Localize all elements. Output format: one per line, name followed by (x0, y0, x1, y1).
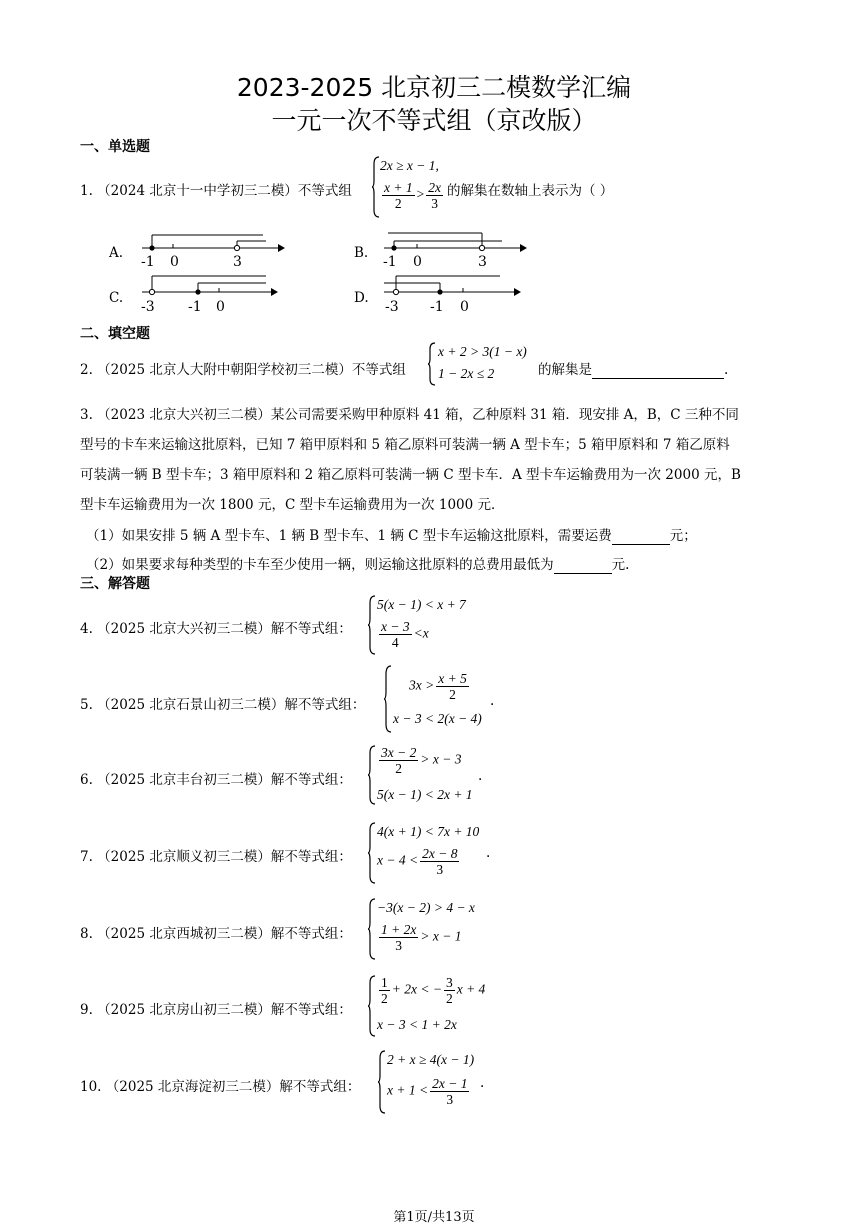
q2-answer-blank[interactable] (592, 362, 724, 379)
tick-label: -1 (188, 299, 202, 314)
q2-end: . (724, 362, 729, 378)
tick-label: -1 (141, 254, 155, 270)
q6-system (368, 745, 488, 805)
q4-rel: <x (413, 625, 429, 641)
brace-icon (368, 595, 376, 655)
q3-line2: 型号的卡车来运输这批原料，已知 7 箱甲原料和 5 箱乙原料可装满一辆 A 型卡车；5 箱甲原料和 7 箱乙原料 (80, 437, 730, 453)
brace-icon (368, 745, 376, 805)
q5-system (384, 665, 499, 733)
q9-tail: x + 4 (456, 981, 486, 997)
q3-sub1-blank[interactable] (612, 528, 670, 545)
option-a-number-line[interactable] (138, 228, 286, 270)
q5-prefix: 5. （2025 北京石景山初三二模）解不等式组： (80, 697, 366, 713)
brace-icon (372, 156, 380, 218)
brace-icon (368, 898, 376, 960)
q5-den: 2 (449, 687, 456, 702)
q5-row1 (409, 671, 471, 702)
q2-suffix-wrap (538, 358, 728, 379)
tick-label: -3 (385, 299, 399, 314)
tick-label: 3 (233, 254, 242, 270)
q3-sub1-wrap (86, 524, 697, 545)
tick-label: -1 (383, 254, 397, 270)
q4-row2 (377, 619, 429, 650)
q1-suffix: 的解集在数轴上表示为（ ） (447, 183, 614, 199)
tick-label: 0 (413, 254, 422, 270)
q2-row2: 1 − 2x ≤ 2 (438, 366, 495, 381)
q9-row2: x − 3 < 1 + 2x (377, 1017, 457, 1032)
section-heading-fill-blank: 二、填空题 (80, 326, 150, 342)
q9-mid: + 2x < − (391, 981, 442, 997)
q4-prefix: 4. （2025 北京大兴初三二模）解不等式组： (80, 621, 352, 637)
q9-prefix: 9. （2025 北京房山初三二模）解不等式组： (80, 1002, 352, 1018)
q10-den: 3 (446, 1092, 454, 1107)
q1-frac1-den: 2 (394, 196, 402, 211)
page-subtitle: 一元一次不等式组（京改版） (271, 106, 597, 135)
brace-icon (384, 665, 392, 733)
q7-row2 (377, 846, 461, 877)
tick-label: 0 (216, 299, 225, 314)
q9-num1: 1 (381, 975, 388, 990)
q7-row2-left: x − 4 < (377, 852, 419, 868)
q6-row2: 5(x − 1) < 2x + 1 (377, 787, 473, 802)
q3-line1: 3. （2023 北京大兴初三二模）某公司需要采购甲种原料 41 箱，乙种原料 31 箱．现安排 A，B，C 三种不同 (80, 407, 739, 423)
q3-sub1-end: 元； (669, 528, 697, 544)
q9-row1 (377, 975, 485, 1006)
q1-system (372, 156, 452, 218)
option-d-label[interactable]: D. (354, 290, 369, 306)
section-heading-single-choice: 一、单选题 (80, 139, 150, 155)
option-b-label[interactable]: B. (354, 245, 369, 261)
q4-den: 4 (391, 635, 399, 650)
q8-row2-right: > x − 1 (420, 928, 462, 944)
option-c-number-line[interactable] (138, 272, 286, 314)
tick-label: 3 (478, 254, 487, 270)
q8-system (368, 898, 498, 960)
q10-system (378, 1050, 508, 1114)
q5-row2: x − 3 < 2(x − 4) (393, 711, 482, 726)
q3-line4: 型卡车运输费用为一次 1800 元，C 型卡车运输费用为一次 1000 元． (80, 497, 505, 513)
q7-row1: 4(x + 1) < 7x + 10 (377, 824, 480, 839)
q10-row2-left: x + 1 < (387, 1082, 429, 1098)
q6-row1 (377, 745, 461, 776)
q6-num: 3x − 2 (381, 745, 417, 760)
q8-row1: −3(x − 2) > 4 − x (377, 900, 475, 915)
option-d-number-line[interactable] (380, 272, 528, 314)
q5-num: x + 5 (438, 671, 467, 686)
q3-sub2-end: 元. (611, 557, 630, 573)
q9-den1: 2 (381, 991, 388, 1006)
option-c-label[interactable]: C. (109, 290, 124, 306)
q3-sub2: （2）如果要求每种类型的卡车至少使用一辆，则运输这批原料的总费用最低为 (86, 557, 554, 573)
q10-prefix: 10. （2025 北京海淀初三二模）解不等式组： (80, 1079, 361, 1095)
tick-label: -3 (141, 299, 155, 314)
q3-line3: 可装满一辆 B 型卡车；3 箱甲原料和 2 箱乙原料可装满一辆 C 型卡车．A 型卡车运输费用为一次 2000 元，B (80, 467, 741, 483)
page-title: 2023-2025 北京初三二模数学汇编 (236, 73, 632, 102)
brace-icon (368, 822, 376, 884)
page-footer: 第1页/共13页 (393, 1210, 475, 1225)
q5-end: . (490, 693, 495, 709)
q5-row1-left: 3x > (409, 677, 435, 693)
q7-end: . (486, 845, 491, 861)
q1-rel: > (416, 186, 425, 202)
q4-num: x − 3 (381, 619, 410, 634)
q9-system (368, 975, 498, 1037)
q4-system (368, 595, 488, 655)
brace-icon (368, 975, 376, 1037)
q7-den: 3 (436, 862, 444, 877)
q3-sub2-wrap (86, 553, 629, 574)
tick-label: 0 (460, 299, 469, 314)
option-a-label[interactable]: A. (109, 245, 124, 261)
q6-prefix: 6. （2025 北京丰台初三二模）解不等式组： (80, 772, 352, 788)
q1-frac2-num: 2x (428, 180, 441, 195)
q2-suffix: 的解集是 (538, 362, 592, 378)
q10-row2 (387, 1076, 471, 1107)
q8-row2 (377, 922, 461, 953)
q8-prefix: 8. （2025 北京西城初三二模）解不等式组： (80, 926, 352, 942)
q1-frac2-den: 3 (431, 196, 438, 211)
q2-system (428, 342, 538, 386)
q10-row1: 2 + x ≥ 4(x − 1) (387, 1052, 475, 1067)
brace-icon (428, 342, 436, 386)
q7-num: 2x − 8 (422, 846, 458, 861)
q2-prefix: 2. （2025 北京人大附中朝阳学校初三二模）不等式组 (80, 362, 406, 378)
q9-den2: 2 (445, 991, 453, 1006)
q6-den: 2 (395, 761, 403, 776)
q7-system (368, 822, 498, 884)
q10-num: 2x − 1 (432, 1076, 468, 1091)
q1-frac1-num: x + 1 (384, 180, 413, 195)
q8-num: 1 + 2x (381, 922, 417, 937)
q9-num2: 3 (445, 975, 453, 990)
q1-row2 (380, 180, 445, 211)
q3-sub2-blank[interactable] (554, 557, 612, 574)
q1-row1: 2x ≥ x − 1, (380, 158, 439, 173)
q6-row1-right: > x − 3 (420, 751, 462, 767)
tick-label: 0 (170, 254, 179, 270)
q2-row1: x + 2 > 3(1 − x) (438, 344, 527, 359)
tick-label: -1 (430, 299, 444, 314)
q6-end: . (478, 768, 483, 784)
q8-den: 3 (395, 938, 403, 953)
q1-prefix: 1. （2024 北京十一中学初三二模）不等式组 (80, 183, 352, 199)
q3-sub1: （1）如果安排 5 辆 A 型卡车、1 辆 B 型卡车、1 辆 C 型卡车运输这批原料，需要运费 (86, 528, 612, 544)
q4-row1: 5(x − 1) < x + 7 (377, 597, 466, 612)
brace-icon (378, 1050, 386, 1114)
option-b-number-line[interactable] (380, 228, 528, 270)
q10-end: . (480, 1075, 485, 1091)
q7-prefix: 7. （2025 北京顺义初三二模）解不等式组： (80, 849, 352, 865)
section-heading-solve: 三、解答题 (80, 576, 150, 592)
